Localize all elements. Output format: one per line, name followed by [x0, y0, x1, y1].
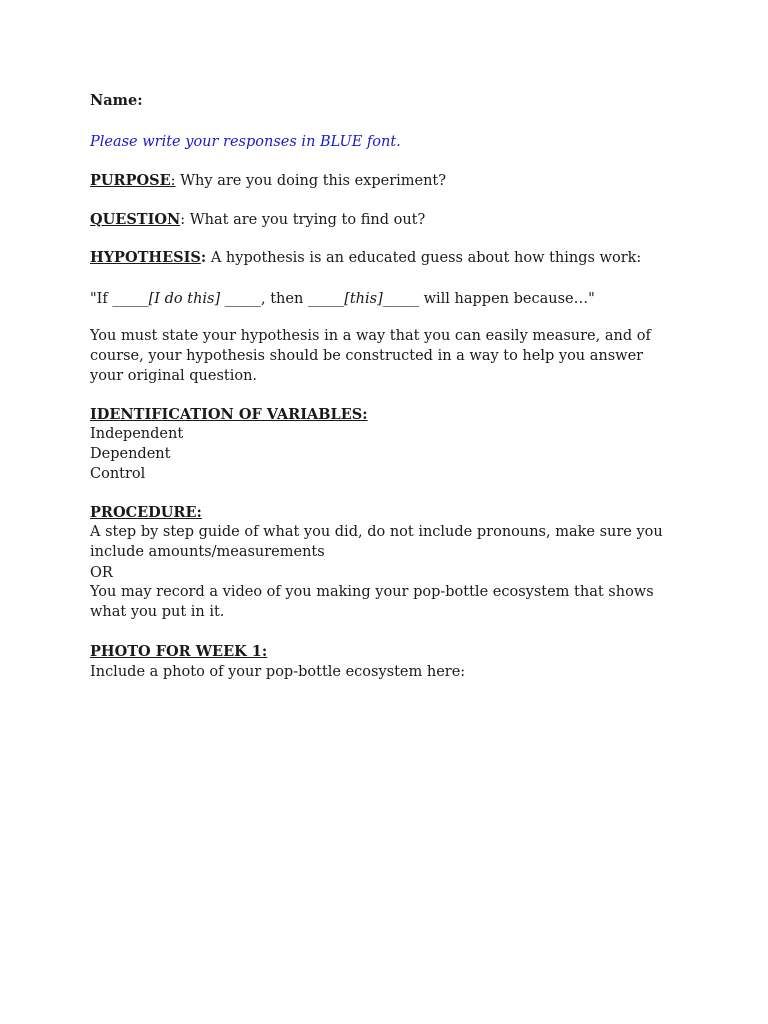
purpose-colon: : [170, 173, 176, 189]
photo-text: Include a photo of your pop-bottle ecosystem here: [90, 664, 466, 680]
purpose-heading: PURPOSE [90, 172, 171, 189]
hypothesis-colon: : [200, 249, 207, 266]
name-label: Name: [90, 92, 143, 109]
purpose-line [90, 171, 446, 191]
template-part-5: _____ will happen because…" [382, 291, 595, 307]
hypothesis-template [90, 289, 595, 309]
template-part-1: "If _____ [90, 291, 149, 307]
hypothesis-heading: HYPOTHESIS [90, 249, 201, 266]
variable-item-control: Control [90, 466, 146, 482]
variables-heading: IDENTIFICATION OF VARIABLES: [90, 406, 368, 423]
procedure-text-2: You may record a video of you making your pop-bottle ecosystem that shows what you put in it. [90, 584, 654, 620]
variable-item-independent: Independent [90, 426, 184, 442]
photo-heading: PHOTO FOR WEEK 1: [90, 643, 268, 660]
procedure-text-1: A step by step guide of what you did, do not include pronouns, make sure you include amounts/measurements [90, 524, 663, 560]
question-text: : What are you trying to find out? [180, 212, 426, 228]
question-line [90, 210, 425, 230]
template-part-2: [I do this] [148, 291, 221, 307]
template-part-4: [this] [344, 291, 383, 307]
hypothesis-line [90, 248, 641, 268]
question-heading: QUESTION [90, 211, 181, 228]
instruction-text: Please write your responses in BLUE font. [90, 134, 401, 150]
hypothesis-text: A hypothesis is an educated guess about how things work: [206, 250, 642, 266]
template-part-3: _____, then _____ [220, 291, 345, 307]
purpose-text: Why are you doing this experiment? [175, 173, 447, 189]
procedure-or: OR [90, 565, 113, 581]
variable-item-dependent: Dependent [90, 446, 171, 462]
hypothesis-explanation: You must state your hypothesis in a way that you can easily measure, and of course, your hypothesis should be constructed in a way to help you answer your original question. [90, 328, 651, 384]
procedure-heading: PROCEDURE: [90, 504, 202, 521]
